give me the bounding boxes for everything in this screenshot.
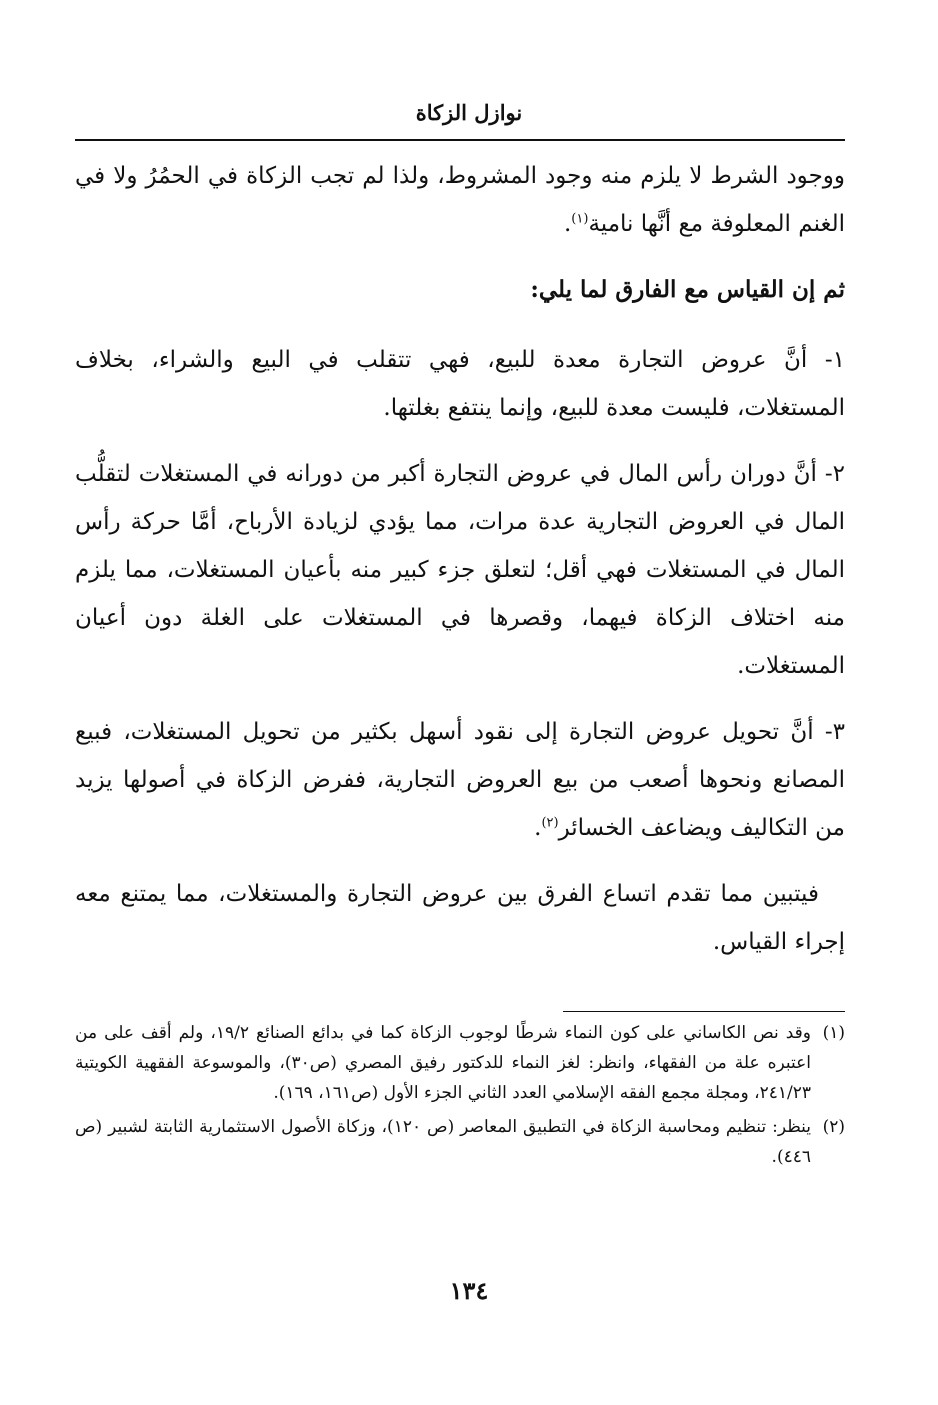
paragraph-point-1: ١- أنَّ عروض التجارة معدة للبيع، فهي تتقلب في البيع والشراء، بخلاف المستغلات، فليست معدة للبيع، وإنما ينتفع بغلتها. (75, 347, 845, 421)
paragraph-point-3 (75, 708, 845, 852)
paragraph-point-3-end: . (534, 815, 542, 841)
footnote-mark: (١) (822, 1023, 845, 1043)
footnote-separator (563, 1011, 845, 1012)
main-text (75, 152, 845, 984)
page-number: ١٣٤ (449, 1276, 489, 1305)
footnote-text: وقد نص الكاساني على كون النماء شرطًا لوجوب الزكاة كما في بدائع الصنائع ١٩/٢، ولم أقف على من اعتبره علة من الفقهاء، وانظر: لغز النماء للدكتور رفيق المصري (ص٣٠)، والموسوعة الفقهية الكويتية ٢٤١/٢٣، ومجلة مجمع الفقه الإسلامي العدد الثاني الجزء الأول (ص١٦١، ١٦٩). (75, 1023, 811, 1103)
footnote-text: ينظر: تنظيم ومحاسبة الزكاة في التطبيق المعاصر (ص ١٢٠)، وزكاة الأصول الاستثمارية الثابتة لشبير (ص ٤٤٦). (75, 1117, 811, 1167)
section-subheading: ثم إن القياس مع الفارق لما يلي: (530, 276, 845, 303)
footnote-mark: (٢) (822, 1117, 845, 1137)
footnotes (75, 1018, 845, 1176)
paragraph-point-3-text: ٣- أنَّ تحويل عروض التجارة إلى نقود أسهل بكثير من تحويل المستغلات، فبيع المصانع ونحوها أصعب من بيع العروض التجارية، ففرض الزكاة في أصولها يزيد من التكاليف ويضاعف الخسائر (75, 719, 845, 841)
running-title: نوازل الزكاة (415, 100, 523, 125)
footnote-ref-2: (٢) (541, 815, 559, 831)
paragraph-1-text: ووجود الشرط لا يلزم منه وجود المشروط، ولذا لم تجب الزكاة في الحمُرُ ولا في الغنم المعلوفة مع أنَّها نامية (75, 163, 845, 237)
paragraph-conclusion: فيتبين مما تقدم اتساع الفرق بين عروض التجارة والمستغلات، مما يمتنع معه إجراء القياس. (75, 881, 845, 955)
paragraph-point-2: ٢- أنَّ دوران رأس المال في عروض التجارة أكبر من دورانه في المستغلات لتقلُّب المال في العروض التجارية عدة مرات، مما يؤدي لزيادة الأرباح، أمَّا حركة رأس المال في المستغلات فهي أقل؛ لتعلق جزء كبير منه بأعيان المستغلات، مما يلزم منه اختلاف الزكاة فيهما، وقصرها في المستغلات على الغلة دون أعيان المستغلات. (75, 461, 845, 679)
paragraph-1-end: . (563, 211, 572, 237)
footnote-1 (75, 1018, 845, 1108)
paragraph-1 (75, 152, 845, 248)
footnote-ref-1: (١) (571, 211, 589, 227)
header-rule (75, 139, 845, 141)
footnote-2 (75, 1112, 845, 1172)
